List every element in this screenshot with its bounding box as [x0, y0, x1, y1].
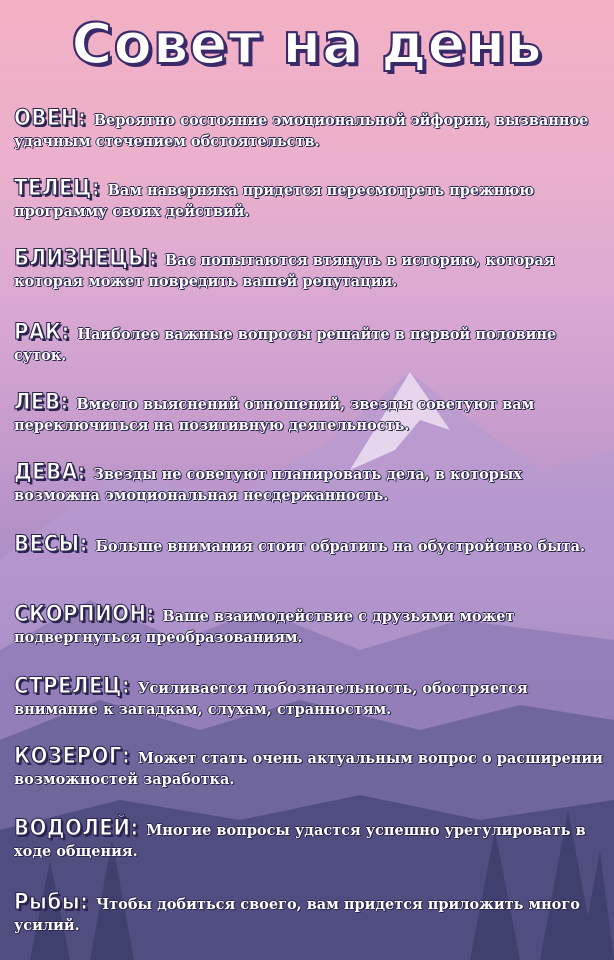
sign-name: БЛИЗНЕЦЫ: — [14, 246, 165, 271]
sign-sagittarius — [14, 674, 604, 720]
sign-name: ЛЕВ: — [14, 390, 77, 415]
sign-advice: Вместо выяснений отношений, звезды советуют вам переключиться на позитивную деятельность. — [14, 396, 535, 434]
sign-advice: Усиливается любознательность, обостряется внимание к загадкам, слухам, странностям. — [14, 680, 528, 718]
sign-name: ВЕСЫ: — [14, 532, 96, 557]
sign-advice: Наиболее важные вопросы решайте в первой половине суток. — [14, 326, 557, 364]
sign-name: ВОДОЛЕЙ: — [14, 816, 147, 841]
sign-advice: Вероятно состояние эмоциональной эйфории, вызванное удачным стечением обстоятельств. — [14, 112, 589, 150]
sign-name: ДЕВА: — [14, 460, 94, 485]
sign-aries — [14, 106, 604, 152]
sign-name: КОЗЕРОГ: — [14, 744, 138, 769]
sign-taurus — [14, 176, 604, 222]
sign-name: Рыбы: — [14, 890, 96, 915]
sign-leo — [14, 390, 604, 436]
sign-name: ОВЕН: — [14, 106, 94, 131]
sign-advice: Может стать очень актуальным вопрос о расширении возможностей заработка. — [14, 750, 603, 788]
sign-name: ТЕЛЕЦ: — [14, 176, 108, 201]
sign-advice: Чтобы добиться своего, вам придется приложить много усилий. — [14, 896, 580, 934]
sign-advice: Больше внимания стоит обратить на обустройство быта. — [95, 538, 586, 555]
sign-virgo — [14, 460, 604, 506]
sign-aquarius — [14, 816, 604, 862]
page-title: Совет на день — [71, 12, 543, 77]
sign-name: СТРЕЛЕЦ: — [14, 674, 138, 699]
sign-libra — [14, 532, 604, 557]
sign-pisces — [14, 890, 604, 936]
sign-gemini — [14, 246, 604, 292]
sign-advice: Многие вопросы удастся успешно урегулировать в ходе общения. — [14, 822, 586, 860]
sign-name: СКОРПИОН: — [14, 602, 163, 627]
sign-scorpio — [14, 602, 604, 648]
sign-name: РАК: — [14, 320, 78, 345]
sign-advice: Вам наверняка придется пересмотреть прежнюю программу своих действий. — [14, 182, 535, 220]
sign-advice: Вас попытаются втянуть в историю, которая которая может повредить вашей репутации. — [14, 252, 555, 290]
sign-advice: Ваше взаимодействие с друзьями может подвергнуться преобразованиям. — [14, 608, 515, 646]
sign-capricorn — [14, 744, 604, 790]
sign-cancer — [14, 320, 604, 366]
sign-advice: Звезды не советуют планировать дела, в которых возможна эмоциональная несдержанность. — [14, 466, 523, 504]
